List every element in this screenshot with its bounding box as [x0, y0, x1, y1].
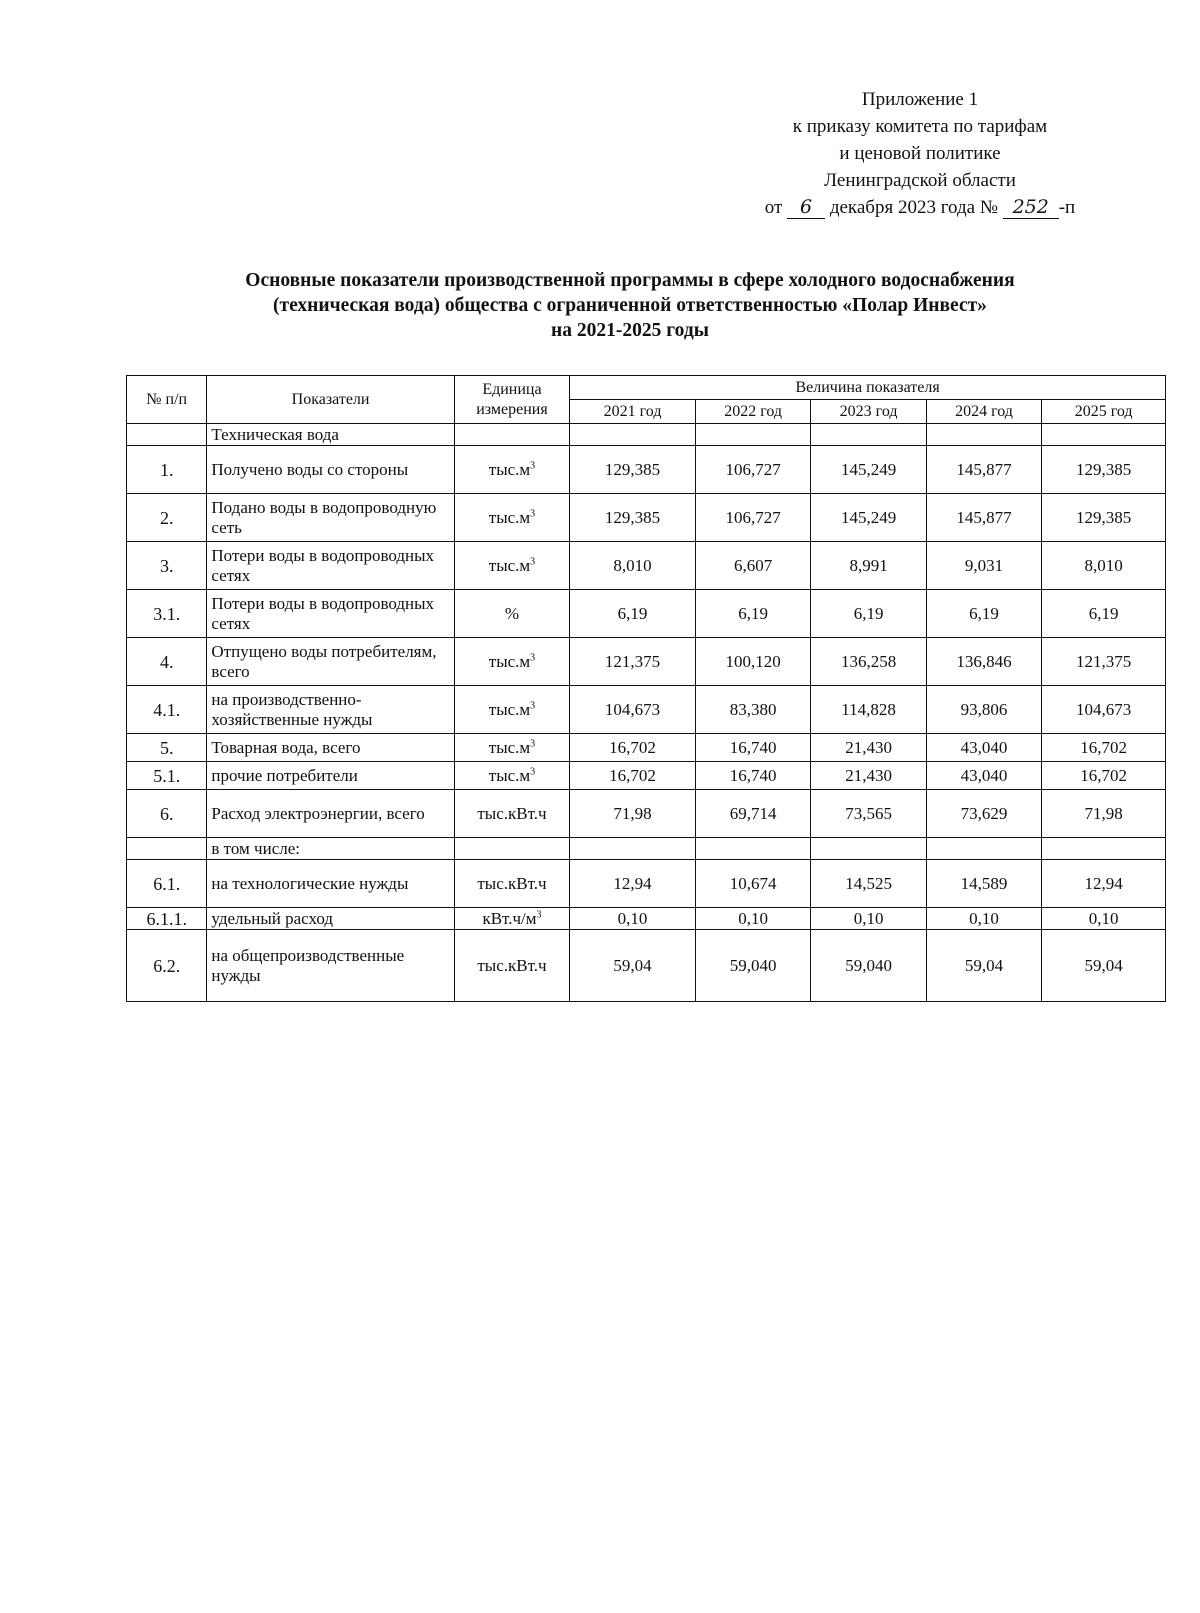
table-row [127, 686, 1166, 734]
row-value: 16,702 [570, 762, 696, 790]
row-value: 73,629 [926, 790, 1041, 838]
table-row [127, 424, 1166, 446]
table-row [127, 638, 1166, 686]
row-unit [454, 908, 569, 930]
title-line-1: Основные показатели производственной программы в сфере холодного водоснабжения [245, 270, 1015, 291]
row-value: 6,19 [1042, 590, 1166, 638]
unit-exponent: 3 [530, 765, 536, 777]
row-number: 1. [127, 446, 207, 494]
row-value: 121,375 [570, 638, 696, 686]
row-number [127, 424, 207, 446]
header-unit: Единица измерения [454, 376, 569, 424]
unit-exponent: 3 [530, 507, 536, 519]
unit-text: тыс.кВт.ч [477, 955, 547, 975]
row-value [811, 424, 926, 446]
header-value-group: Величина показателя [570, 376, 1166, 400]
unit-exponent: 3 [530, 651, 536, 663]
row-value [926, 424, 1041, 446]
unit-text: тыс.м [488, 651, 531, 671]
row-value: 16,702 [1042, 734, 1166, 762]
row-value: 145,877 [926, 446, 1041, 494]
header-indicator: Показатели [207, 376, 454, 424]
row-value: 14,589 [926, 860, 1041, 908]
row-value: 59,040 [695, 930, 810, 1002]
row-value: 71,98 [1042, 790, 1166, 838]
header-number: № п/п [127, 376, 207, 424]
row-value: 16,702 [570, 734, 696, 762]
row-value: 8,010 [570, 542, 696, 590]
row-value: 71,98 [570, 790, 696, 838]
order-suffix: -п [1058, 197, 1076, 218]
row-value: 6,19 [570, 590, 696, 638]
row-value: 0,10 [1042, 908, 1166, 930]
date-day: 6 [787, 196, 825, 219]
unit-text: тыс.м [488, 507, 531, 527]
row-value [695, 424, 810, 446]
row-value: 0,10 [570, 908, 696, 930]
indicators-table [126, 375, 1166, 1002]
row-value: 6,19 [695, 590, 810, 638]
row-value [1042, 424, 1166, 446]
table-row [127, 790, 1166, 838]
row-value: 129,385 [1042, 494, 1166, 542]
title-line-2: (техническая вода) общества с ограниченной ответственностью «Полар Инвест» [273, 295, 987, 316]
row-value: 145,877 [926, 494, 1041, 542]
unit-text: тыс.м [488, 765, 531, 785]
row-value [926, 838, 1041, 860]
table-row [127, 838, 1166, 860]
row-indicator: Потери воды в водопроводных сетях [207, 590, 454, 638]
row-value: 69,714 [695, 790, 810, 838]
row-value: 129,385 [570, 446, 696, 494]
table-row [127, 494, 1166, 542]
row-number: 3.1. [127, 590, 207, 638]
row-number: 2. [127, 494, 207, 542]
row-indicator: на производственно-хозяйственные нужды [207, 686, 454, 734]
appendix-committee: и ценовой политике [839, 143, 1001, 164]
row-indicator: в том числе: [207, 838, 454, 860]
unit-exponent: 3 [530, 699, 536, 711]
unit-text: кВт.ч/м [482, 908, 537, 928]
header-year: 2025 год [1042, 400, 1166, 424]
unit-text: тыс.м [488, 555, 531, 575]
row-value: 59,040 [811, 930, 926, 1002]
appendix-region: Ленинградской области [824, 170, 1016, 191]
row-indicator: Получено воды со стороны [207, 446, 454, 494]
row-unit [454, 686, 569, 734]
row-value: 8,991 [811, 542, 926, 590]
row-value: 145,249 [811, 494, 926, 542]
table-body [127, 424, 1166, 1002]
row-value: 100,120 [695, 638, 810, 686]
row-indicator: Товарная вода, всего [207, 734, 454, 762]
row-value [1042, 838, 1166, 860]
row-value: 121,375 [1042, 638, 1166, 686]
row-unit [454, 838, 569, 860]
row-indicator: Расход электроэнергии, всего [207, 790, 454, 838]
appendix-date-line [700, 194, 1140, 221]
row-value: 136,258 [811, 638, 926, 686]
row-value: 93,806 [926, 686, 1041, 734]
table-row [127, 860, 1166, 908]
row-value: 12,94 [1042, 860, 1166, 908]
table-row [127, 734, 1166, 762]
unit-text: % [504, 603, 520, 623]
row-number [127, 838, 207, 860]
unit-exponent: 3 [530, 737, 536, 749]
row-unit [454, 790, 569, 838]
unit-exponent: 3 [530, 555, 536, 567]
row-value: 145,249 [811, 446, 926, 494]
appendix-label: Приложение 1 [861, 89, 979, 110]
row-unit [454, 860, 569, 908]
row-value: 8,010 [1042, 542, 1166, 590]
row-value: 9,031 [926, 542, 1041, 590]
row-value: 6,607 [695, 542, 810, 590]
row-indicator: Отпущено воды потребителям, всего [207, 638, 454, 686]
header-year: 2021 год [570, 400, 696, 424]
row-value: 59,04 [1042, 930, 1166, 1002]
unit-text: тыс.м [488, 737, 531, 757]
row-unit [454, 762, 569, 790]
row-value: 73,565 [811, 790, 926, 838]
row-value: 21,430 [811, 734, 926, 762]
row-value: 14,525 [811, 860, 926, 908]
row-indicator: на технологические нужды [207, 860, 454, 908]
row-value: 0,10 [926, 908, 1041, 930]
row-value: 59,04 [926, 930, 1041, 1002]
unit-exponent: 3 [536, 908, 542, 920]
row-unit [454, 930, 569, 1002]
row-number: 6. [127, 790, 207, 838]
row-value: 12,94 [570, 860, 696, 908]
document-title [120, 268, 1140, 343]
row-unit [454, 734, 569, 762]
table-row [127, 446, 1166, 494]
row-value [570, 424, 696, 446]
header-year: 2023 год [811, 400, 926, 424]
row-value: 59,04 [570, 930, 696, 1002]
row-indicator: Потери воды в водопроводных сетях [207, 542, 454, 590]
row-number: 6.1. [127, 860, 207, 908]
row-value: 21,430 [811, 762, 926, 790]
row-value: 106,727 [695, 446, 810, 494]
row-value: 6,19 [811, 590, 926, 638]
row-indicator: удельный расход [207, 908, 454, 930]
row-unit [454, 542, 569, 590]
row-indicator: на общепроизводственные нужды [207, 930, 454, 1002]
row-value: 136,846 [926, 638, 1041, 686]
order-number: 252 [1003, 196, 1059, 219]
row-indicator: Подано воды в водопроводную сеть [207, 494, 454, 542]
row-value: 0,10 [811, 908, 926, 930]
row-value: 106,727 [695, 494, 810, 542]
table-row [127, 542, 1166, 590]
row-number: 5.1. [127, 762, 207, 790]
row-indicator: прочие потребители [207, 762, 454, 790]
unit-text: тыс.кВт.ч [477, 873, 547, 893]
unit-text: тыс.м [488, 459, 531, 479]
row-value: 10,674 [695, 860, 810, 908]
date-prefix: от [764, 197, 783, 218]
row-value [570, 838, 696, 860]
row-value: 104,673 [570, 686, 696, 734]
appendix-order-ref: к приказу комитета по тарифам [792, 116, 1048, 137]
row-value: 6,19 [926, 590, 1041, 638]
row-unit [454, 424, 569, 446]
row-value: 114,828 [811, 686, 926, 734]
row-value: 104,673 [1042, 686, 1166, 734]
unit-text: тыс.м [488, 699, 531, 719]
row-indicator: Техническая вода [207, 424, 454, 446]
table-row [127, 762, 1166, 790]
row-unit [454, 590, 569, 638]
row-unit [454, 494, 569, 542]
row-value: 83,380 [695, 686, 810, 734]
unit-text: тыс.кВт.ч [477, 803, 547, 823]
row-value [811, 838, 926, 860]
row-number: 4.1. [127, 686, 207, 734]
row-number: 4. [127, 638, 207, 686]
row-value [695, 838, 810, 860]
table-row [127, 590, 1166, 638]
row-value: 129,385 [570, 494, 696, 542]
row-value: 16,740 [695, 762, 810, 790]
row-value: 16,702 [1042, 762, 1166, 790]
unit-exponent: 3 [530, 459, 536, 471]
row-number: 6.2. [127, 930, 207, 1002]
row-value: 43,040 [926, 762, 1041, 790]
row-value: 0,10 [695, 908, 810, 930]
title-line-3: на 2021-2025 годы [551, 320, 709, 341]
row-number: 5. [127, 734, 207, 762]
row-number: 6.1.1. [127, 908, 207, 930]
table-row [127, 930, 1166, 1002]
row-value: 43,040 [926, 734, 1041, 762]
date-middle: декабря 2023 года № [829, 197, 998, 218]
row-number: 3. [127, 542, 207, 590]
appendix-header [700, 86, 1140, 221]
row-value: 16,740 [695, 734, 810, 762]
header-year: 2024 год [926, 400, 1041, 424]
header-year: 2022 год [695, 400, 810, 424]
row-value: 129,385 [1042, 446, 1166, 494]
row-unit [454, 446, 569, 494]
table-row [127, 908, 1166, 930]
row-unit [454, 638, 569, 686]
